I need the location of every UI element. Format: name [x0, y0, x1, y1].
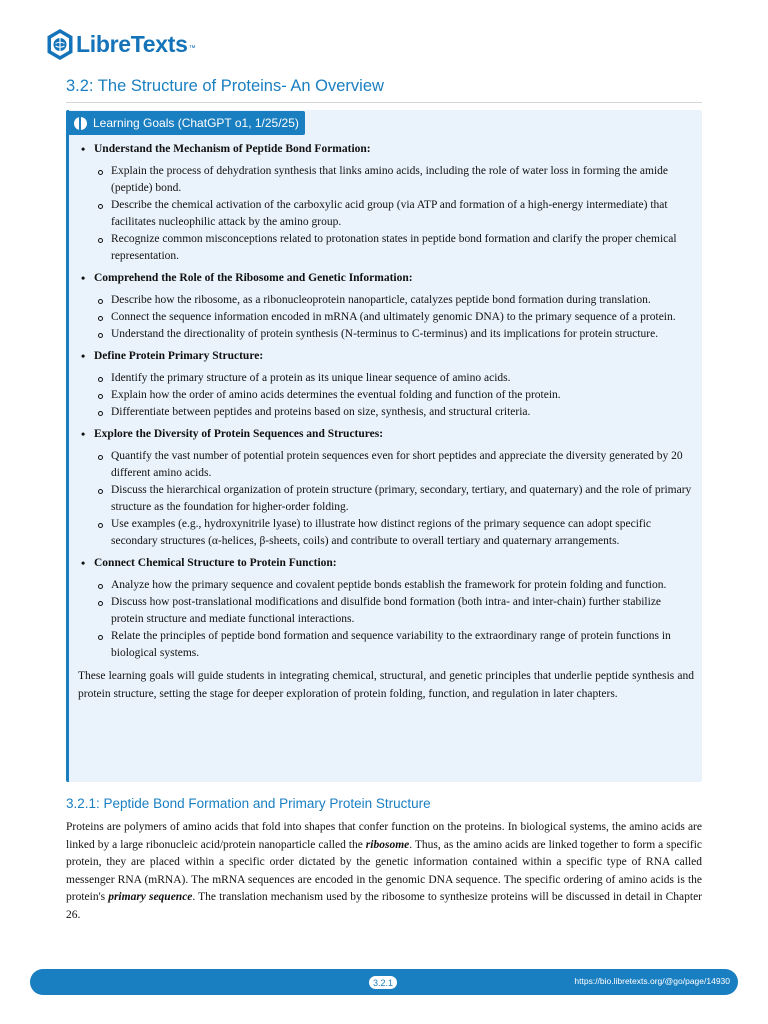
- goal-group: [78, 426, 694, 550]
- goal-heading: • Comprehend the Role of the Ribosome and Genetic Information:: [94, 270, 694, 287]
- goal-item: Describe how the ribosome, as a ribonucleoprotein nanoparticle, catalyzes peptide bond formation during translation.: [111, 292, 694, 309]
- title-divider: [66, 102, 702, 103]
- goal-item: Identify the primary structure of a protein as its unique linear sequence of amino acids.: [111, 370, 694, 387]
- logo-text: LibreTexts: [76, 30, 188, 57]
- goal-item: Understand the directionality of protein synthesis (N-terminus to C-terminus) and its implications for protein structure.: [111, 326, 694, 343]
- paragraph-text: Proteins are polymers of amino acids that fold into shapes that confer function on the proteins. In biological systems, the amino acids are linked by a large ribonucleic acid/protein nanoparticle called the: [66, 821, 702, 851]
- term-primary-sequence: primary sequence: [108, 891, 193, 903]
- libretexts-logo[interactable]: [46, 27, 196, 61]
- libretexts-logo-icon: [46, 28, 74, 61]
- learning-goals-content: [78, 141, 694, 703]
- footer-url-link[interactable]: https://bio.libretexts.org/@go/page/14930: [574, 976, 730, 986]
- goal-heading: • Define Protein Primary Structure:: [94, 348, 694, 365]
- goal-item: Quantify the vast number of potential protein sequences even for short peptides and appreciate the diversity generated by 20 different amino acids.: [111, 448, 694, 482]
- goal-group: [78, 348, 694, 421]
- paragraph-text: . Thus, as the amino acids are linked together to form a specific protein, they are placed within a specific order dictated by the genetic information contained within a specific type of RNA called messenger RNA (mRNA). The mRNA sequences are encoded in the genomic DNA sequence. The specific ordering of amino acids is the protein's: [66, 838, 702, 903]
- goal-group: [78, 270, 694, 343]
- goal-item: Discuss the hierarchical organization of protein structure (primary, secondary, tertiary, and quaternary) and the role of primary structure as the foundation for higher-order folding.: [111, 482, 694, 516]
- learning-goals-label: Learning Goals (ChatGPT o1, 1/25/25): [93, 116, 299, 130]
- goal-group: [78, 555, 694, 662]
- goal-sublist: [94, 292, 694, 343]
- page-title: 3.2: The Structure of Proteins- An Overview: [66, 77, 384, 95]
- goal-item: Use examples (e.g., hydroxynitrile lyase) to illustrate how distinct regions of the primary sequence can adopt specific secondary structures (α-helices, β-sheets, coils) and contribute to overall tertiary and quaternary arrangements.: [111, 516, 694, 550]
- logo-trademark: ™: [188, 45, 196, 52]
- goal-item: Recognize common misconceptions related to protonation states in peptide bond formation and clarify the proper chemical representation.: [111, 231, 694, 265]
- goal-item: Explain how the order of amino acids determines the eventual folding and function of the protein.: [111, 387, 694, 404]
- goal-heading: • Connect Chemical Structure to Protein Function:: [94, 555, 694, 572]
- goal-item: Differentiate between peptides and proteins based on size, synthesis, and structural criteria.: [111, 404, 694, 421]
- goal-heading: • Explore the Diversity of Protein Sequences and Structures:: [94, 426, 694, 443]
- term-ribosome: ribosome: [365, 838, 410, 851]
- goal-sublist: [94, 163, 694, 265]
- goal-item: Connect the sequence information encoded in mRNA (and ultimately genomic DNA) to the primary sequence of a protein.: [111, 309, 694, 326]
- learning-goals-icon: [74, 117, 87, 130]
- paragraph-text: . The translation mechanism used by the ribosome to synthesize proteins will be discussed in detail in Chapter 26.: [66, 891, 703, 921]
- goal-sublist: [94, 448, 694, 550]
- page-number-badge: 3.2.1: [368, 975, 398, 990]
- goal-heading: • Understand the Mechanism of Peptide Bond Formation:: [94, 141, 694, 158]
- goal-sublist: [94, 577, 694, 662]
- section-paragraph: [66, 819, 702, 924]
- learning-goals-tag: [66, 111, 305, 135]
- goal-item: Explain the process of dehydration synthesis that links amino acids, including the role of water loss in forming the amide (peptide) bond.: [111, 163, 694, 197]
- section-heading: 3.2.1: Peptide Bond Formation and Primary Protein Structure: [66, 796, 431, 811]
- goal-item: Relate the principles of peptide bond formation and sequence variability to the extraordinary range of protein functions in biological systems.: [111, 628, 694, 662]
- goal-group: [78, 141, 694, 265]
- goal-item: Analyze how the primary sequence and covalent peptide bonds establish the framework for protein folding and function.: [111, 577, 694, 594]
- goal-item: Describe the chemical activation of the carboxylic acid group (via ATP and formation of a high-energy intermediate) that facilitates nucleophilic attack by the amino group.: [111, 197, 694, 231]
- learning-goals-summary: These learning goals will guide students in integrating chemical, structural, and genetic principles that underlie peptide synthesis and protein structure, setting the stage for deeper exploration of protein folding, function, and regulation in later chapters.: [78, 670, 694, 700]
- goal-sublist: [94, 370, 694, 421]
- goal-item: Discuss how post-translational modifications and disulfide bond formation (both intra- and inter-chain) further stabilize protein structure and mediate functional interactions.: [111, 594, 694, 628]
